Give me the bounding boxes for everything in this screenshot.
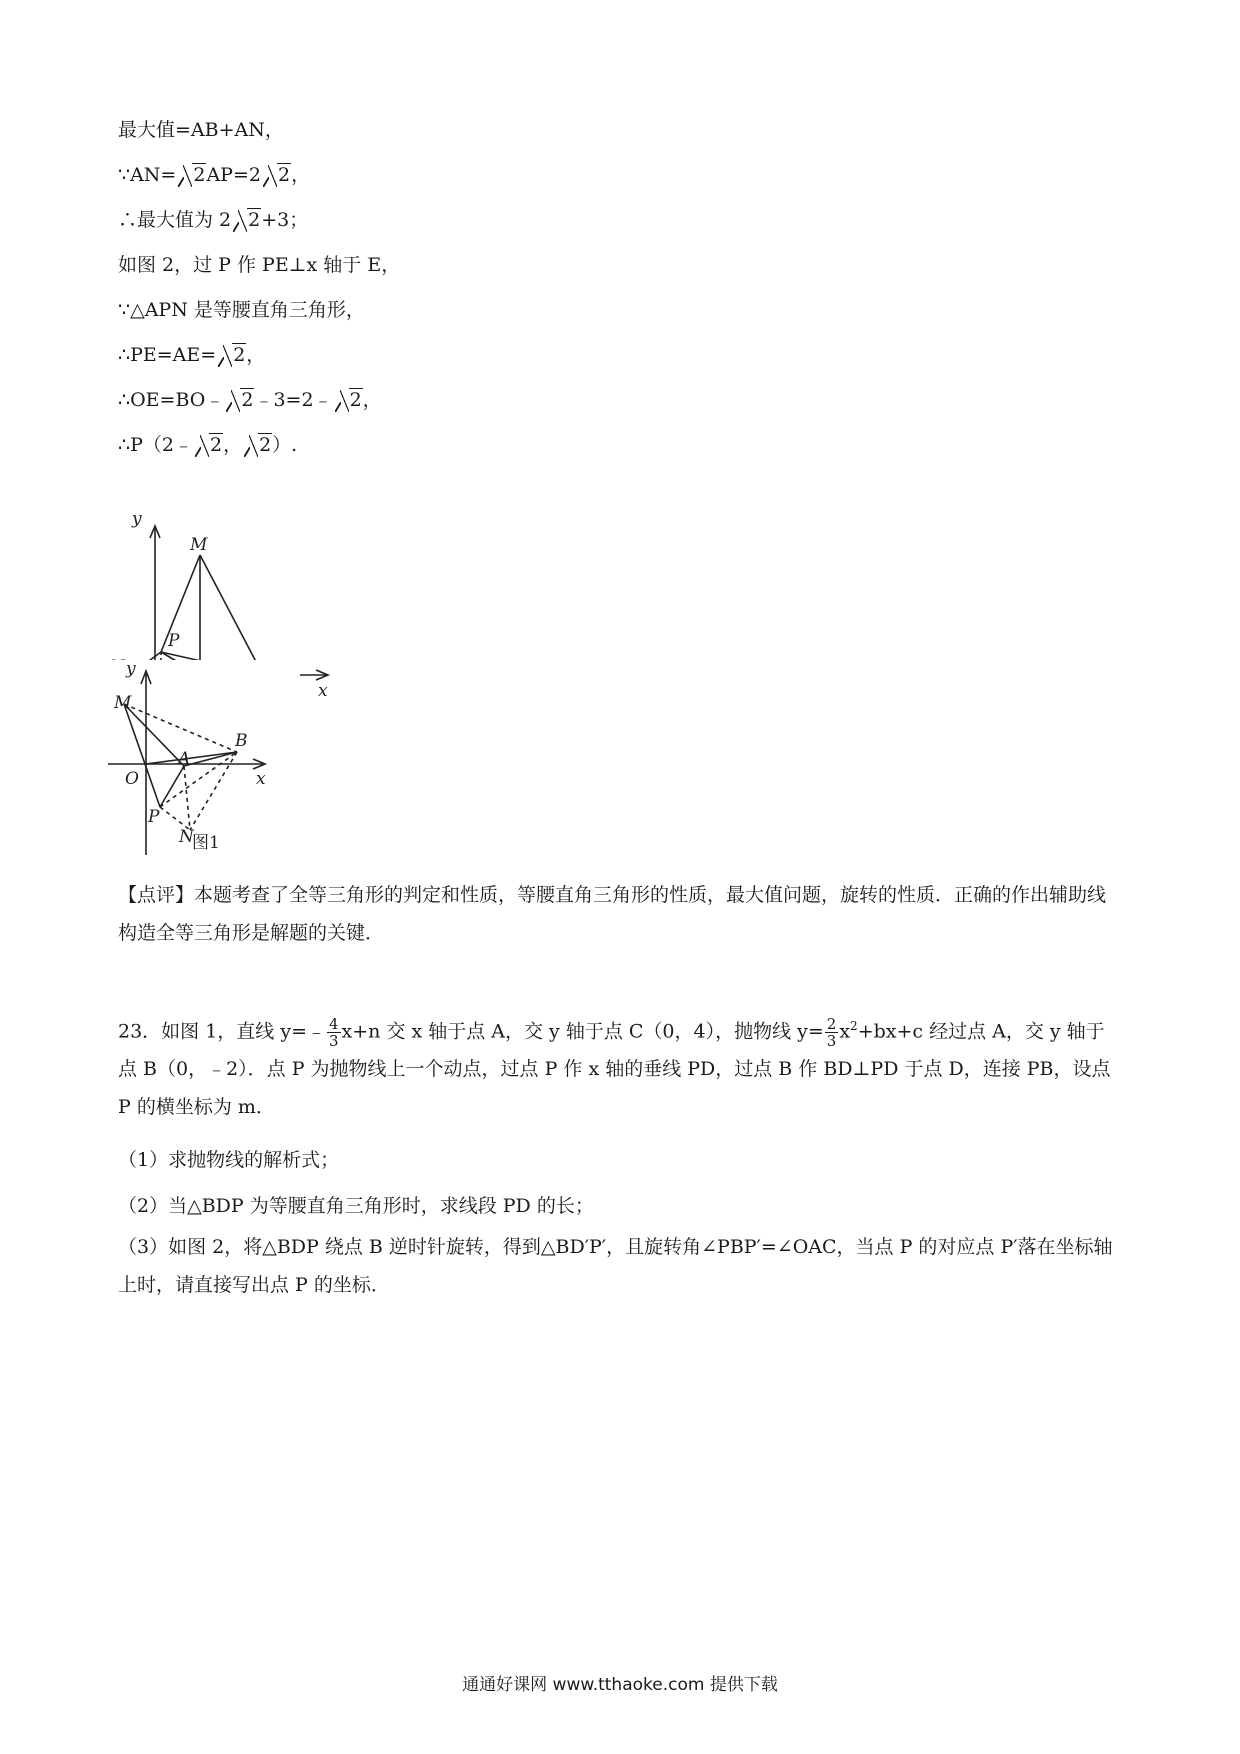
fraction-denominator: 3 [329,1031,339,1050]
sqrt-symbol [178,162,206,188]
comment-paragraph: 【点评】本题考查了全等三角形的判定和性质，等腰直角三角形的性质，最大值问题，旋转的性质．正确的作出辅助线构造全等三角形是解题的关键． [118,884,1107,944]
label-y: y [126,660,136,679]
fraction-numerator: 2 [826,1014,837,1033]
segment-MP [161,555,200,652]
text-segment: x [839,1020,851,1043]
sqrt-symbol [226,387,254,413]
figure-1-caption: 图1 [192,833,220,853]
text-segment: AP=2 [206,164,261,186]
figure-1-background [100,660,300,860]
sqrt-symbol [335,387,363,413]
label-M: M [190,535,208,555]
solution-line-5: ∵△APN 是等腰直角三角形， [118,299,365,321]
radicand: 2 [277,164,291,186]
fraction-numerator: 4 [329,1014,339,1033]
text-segment: ∴OE=BO﹣ [118,389,225,411]
problem-23-question-3: （3）如图 2，将△BDP 绕点 B 逆时针旋转，得到△BD′P′，且旋转角∠PBP′=∠OAC，当点 P 的对应点 P′落在坐标轴上时，请直接写出点 P 的坐标． [118,1236,1113,1296]
text-segment: ﹣3=2﹣ [254,389,333,411]
text-segment: ）. [272,434,298,456]
sqrt-symbol [244,432,272,458]
text-segment: ， [362,389,382,411]
radicand: 2 [193,164,206,186]
text-segment: ， [223,434,243,456]
figure-1-geometry [100,660,300,860]
solution-line-2 [118,162,310,188]
radicand: 2 [248,209,261,231]
text-segment: ， [291,164,311,186]
segment-MB [200,555,263,675]
text-segment: 23．如图 1，直线 y=﹣ [118,1020,326,1043]
page-footer: 通通好课网 www.tthaoke.com 提供下载 [462,1675,778,1695]
sqrt-symbol [195,432,223,458]
sqrt-symbol [218,342,246,368]
text-segment: ， [246,344,266,366]
solution-line-7 [118,387,382,413]
sqrt-symbol [263,162,291,188]
radicand: 2 [209,434,223,456]
exponent: 2 [850,1019,858,1033]
text-segment: ∴PE=AE= [118,344,217,366]
radicand: 2 [241,389,254,411]
label-A: A [178,749,191,769]
text-segment: ∵AN= [118,164,177,186]
sqrt-symbol [233,207,261,233]
problem-23-question-1: （1）求抛物线的解析式； [118,1149,340,1171]
fraction-four-thirds [327,1016,341,1049]
label-y: y [132,509,142,529]
label-M: M [114,693,132,713]
label-x: x [318,681,328,701]
solution-line-8 [118,432,297,458]
radicand: 2 [259,434,272,456]
text-segment: +3； [261,209,309,231]
fraction-denominator: 3 [826,1031,837,1050]
radicand: 2 [233,344,246,366]
problem-23-question-2: （2）当△BDP 为等腰直角三角形时，求线段 PD 的长； [118,1195,594,1217]
text-segment: ∴P（2﹣ [118,434,193,456]
problem-23-statement [118,1007,1122,1126]
solution-line-3 [118,207,308,233]
text-segment: +bx+c 经过点 A，交 y 轴于点 B（0，﹣2）．点 P 为抛物线上一个动点，过点 P 作 x 轴的垂线 PD，过点 B 作 BD⊥PD 于点 D，连接 PB，设点 P 的横坐标为 m． [118,1020,1111,1119]
solution-line-1: 最大值=AB+AN， [118,119,284,141]
text-segment: x+n 交 x 轴于点 A，交 y 轴于点 C（0，4），抛物线 y= [341,1020,824,1043]
fraction-two-thirds [825,1016,839,1049]
solution-line-6 [118,342,265,368]
radicand: 2 [349,389,362,411]
label-N: N [179,827,194,847]
text-segment: ∴最大值为 2 [118,209,232,231]
label-B: B [235,731,248,751]
label-O: O [125,769,139,789]
solution-line-4: 如图 2，过 P 作 PE⊥x 轴于 E， [118,254,401,276]
label-P: P [148,807,160,827]
label-x: x [256,769,266,789]
label-P: P [168,631,180,651]
